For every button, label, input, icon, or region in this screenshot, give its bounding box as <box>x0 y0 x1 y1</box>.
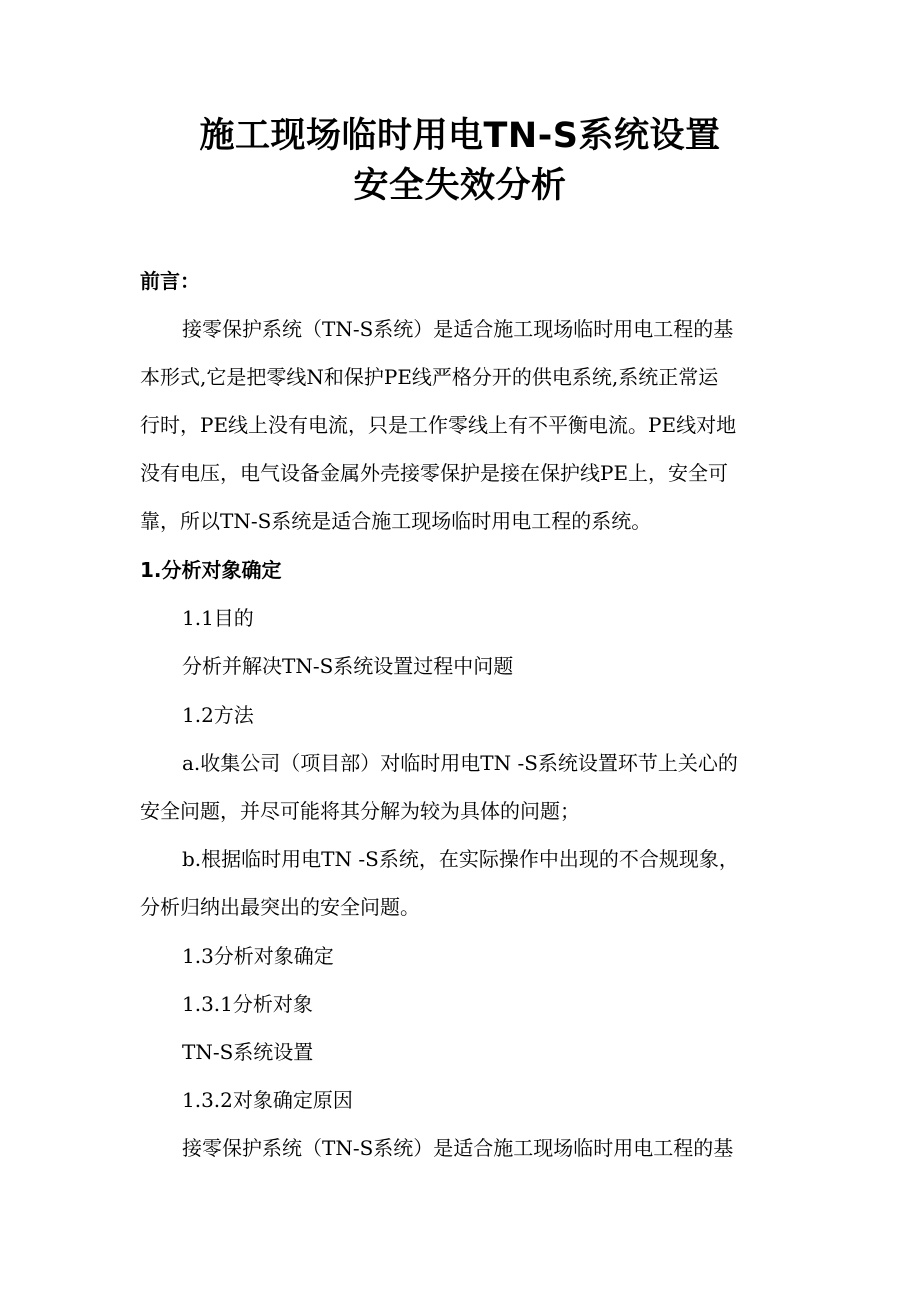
subsection-1-1-heading: 1.1目的 <box>182 606 254 630</box>
document-title-line-1: 施工现场临时用电TN-S系统设置 <box>199 116 721 156</box>
preface-line: 没有电压，电气设备金属外壳接零保护是接在保护线PE上，安全可 <box>140 461 729 485</box>
preface-line: 本形式,它是把零线N和保护PE线严格分开的供电系统,系统正常运 <box>140 365 719 389</box>
subsection-1-3-2-text: 接零保护系统（TN-S系统）是适合施工现场临时用电工程的基 <box>182 1136 734 1160</box>
subsection-1-2-heading: 1.2方法 <box>182 703 254 727</box>
subsection-1-3-1-text: TN-S系统设置 <box>182 1040 314 1064</box>
method-item-b: b.根据临时用电TN -S系统，在实际操作中出现的不合规现象， <box>182 847 739 871</box>
method-item-a-continuation: 安全问题，并尽可能将其分解为较为具体的问题； <box>140 799 580 823</box>
subsection-1-3-1-heading: 1.3.1分析对象 <box>182 992 313 1016</box>
method-item-b-continuation: 分析归纳出最突出的安全问题。 <box>140 895 420 919</box>
document-title-line-2: 安全失效分析 <box>353 166 567 206</box>
preface-line: 接零保护系统（TN-S系统）是适合施工现场临时用电工程的基 <box>182 317 734 341</box>
preface-line: 行时，PE线上没有电流，只是工作零线上有不平衡电流。PE线对地 <box>140 413 737 437</box>
section-1-heading: 1.分析对象确定 <box>140 558 282 582</box>
subsection-1-3-2-heading: 1.3.2对象确定原因 <box>182 1088 353 1112</box>
subsection-1-3-heading: 1.3分析对象确定 <box>182 944 334 968</box>
method-item-a: a.收集公司（项目部）对临时用电TN -S系统设置环节上关心的 <box>182 751 738 775</box>
subsection-1-1-text: 分析并解决TN-S系统设置过程中问题 <box>182 654 514 678</box>
preface-line: 靠，所以TN-S系统是适合施工现场临时用电工程的系统。 <box>140 509 652 533</box>
preface-heading: 前言： <box>140 269 200 293</box>
